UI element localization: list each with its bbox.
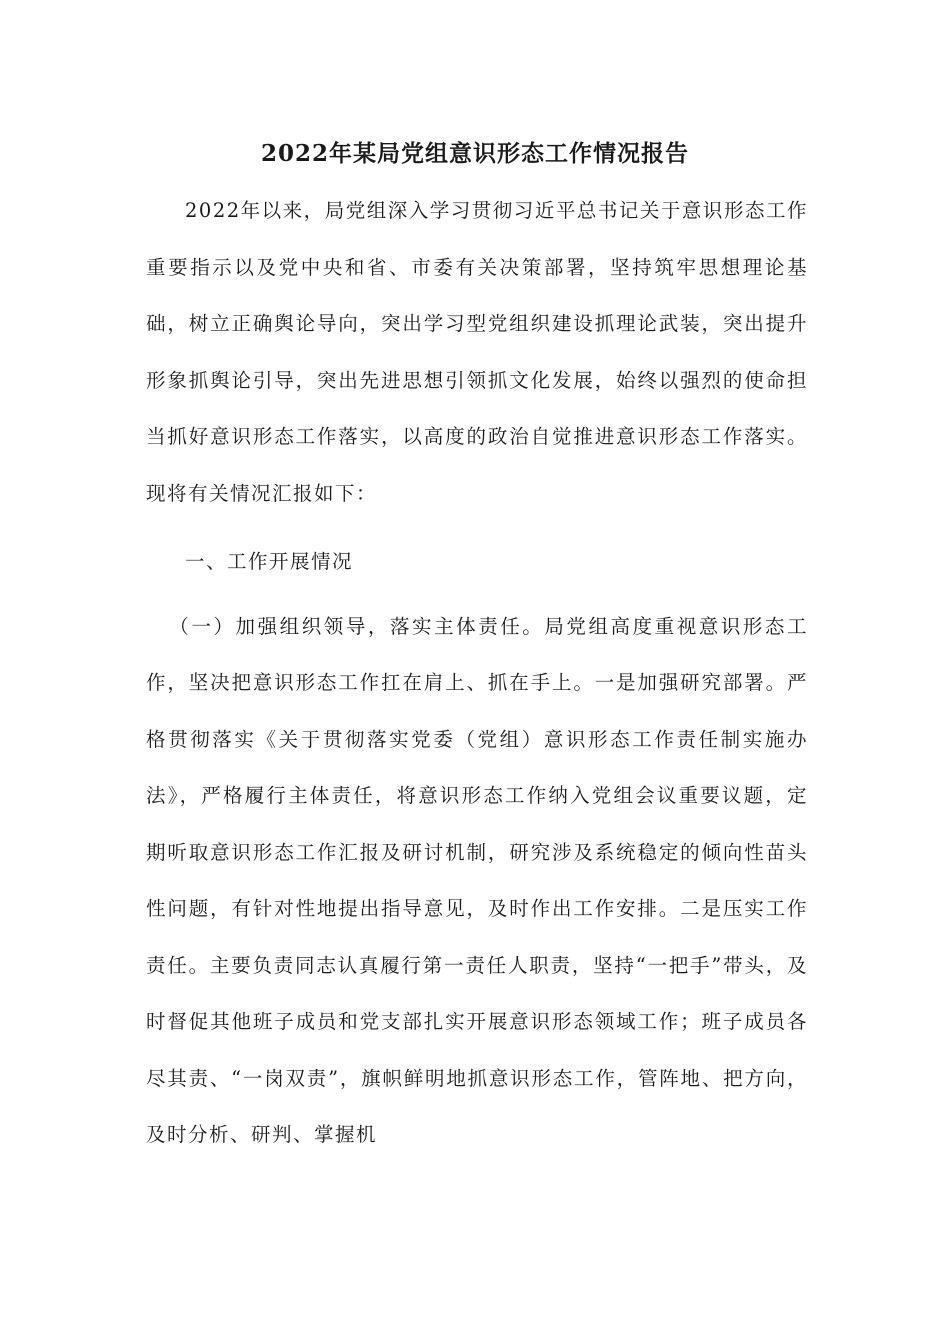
document-body — [146, 183, 808, 1164]
intro-paragraph: 2022年以来，局党组深入学习贯彻习近平总书记关于意识形态工作重要指示以及党中央和省、市委有关决策部署，坚持筑牢思想理论基础，树立正确舆论导向，突出学习型党组织建设抓理论武装，突出提升形象抓舆论引导，突出先进思想引领抓文化发展，始终以强烈的使命担当抓好意识形态工作落实，以高度的政治自觉推进意识形态工作落实。现将有关情况汇报如下： — [146, 199, 808, 505]
section-heading: 一、工作开展情况 — [185, 550, 354, 573]
subsection-paragraph: （一）加强组织领导，落实主体责任。局党组高度重视意识形态工作，坚决把意识形态工作扛在肩上、抓在手上。一是加强研究部署。严格贯彻落实《关于贯彻落实党委（党组）意识形态工作责任制实施办法》，严格履行主体责任，将意识形态工作纳入党组会议重要议题，定期听取意识形态工作汇报及研讨机制，研究涉及系统稳定的倾向性苗头性问题，有针对性地提出指导意见，及时作出工作安排。二是压实工作责任。主要负责同志认真履行第一责任人职责，坚持“一把手”带头，及时督促其他班子成员和党支部扎实开展意识形态领域工作；班子成员各尽其责、“一岗双责”，旗帜鲜明地抓意识形态工作，管阵地、把方向，及时分析、研判、掌握机 — [146, 614, 808, 1146]
document-title: 2022年某局党组意识形态工作情况报告 — [260, 140, 689, 167]
